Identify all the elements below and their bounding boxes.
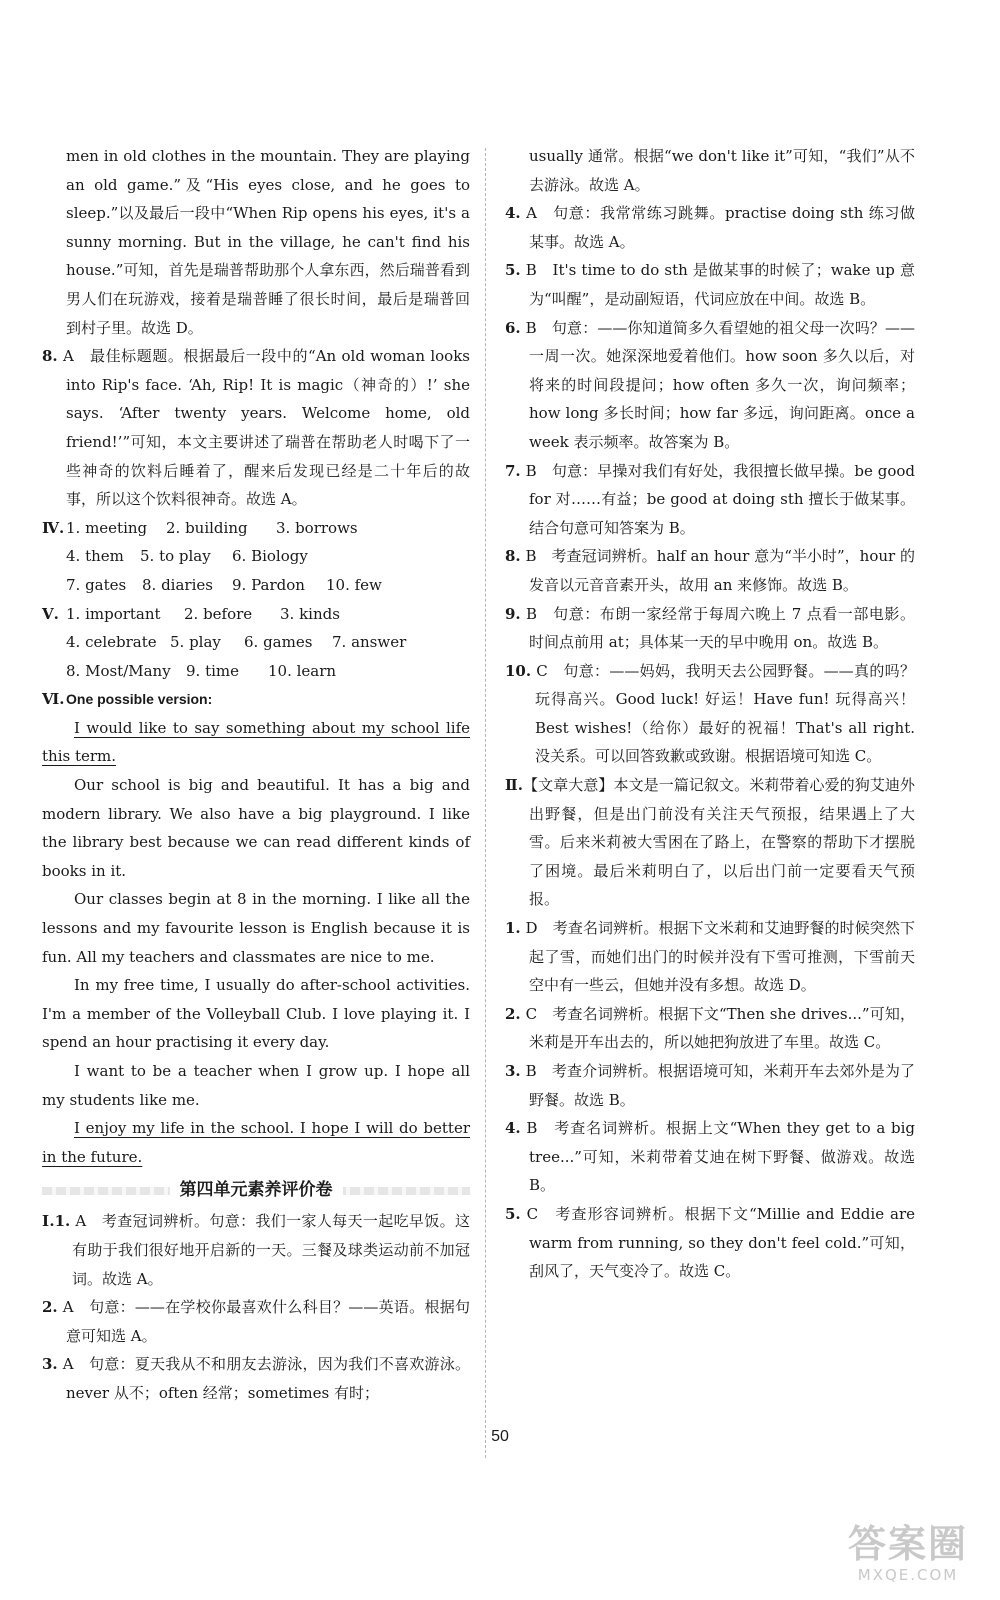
passage-summary: Ⅱ.【文章大意】本文是一篇记叙文。米莉带着心爱的狗艾迪外出野餐，但是出门前没有关注天气预报，结果遇上了大雪。后来米莉被大雪困在了路上，在警察的帮助下才摆脱了困境。最后米莉明白了，以后出门前一定要看天气预报。 bbox=[505, 776, 915, 909]
section-4-answers bbox=[42, 514, 470, 600]
page-number: 50 bbox=[491, 1428, 509, 1445]
answer-item-1: Ⅰ.1. A 考查冠词辨析。句意：我们一家人每天一起吃早饭。这有助于我们很好地开启新的一天。三餐及球类运动前不加冠词。故选 A。 bbox=[42, 1212, 470, 1288]
essay-paragraph: I want to be a teacher when I grow up. I hope all my students like me. bbox=[42, 1062, 470, 1109]
right-continuation: usually 通常。根据“we don't like it”可知，“我们”从不去游泳。故选 A。 bbox=[529, 147, 915, 194]
essay-paragraph: In my free time, I usually do after-school activities. I'm a member of the Volleyball Club. I love playing it. I spend an hour practising it every day. bbox=[42, 976, 470, 1052]
answer-row: 8. Most/Many 9. time 10. learn bbox=[66, 661, 337, 680]
answer-row: 7. gates 8. diaries 9. Pardon 10. few bbox=[66, 575, 382, 594]
section-6-heading: Ⅵ. One possible version: bbox=[42, 690, 213, 709]
answer-item-8: 8. A 最佳标题题。根据最后一段中的“An old woman looks into Rip's face. ‘Ah, Rip! It is magic（神奇的）!’ she says. ‘After twenty years. Welcome home, old friend!’”可知，本文主要讲述了瑞普在帮助老人时喝下了一些神奇的饮料后睡着了，醒来后发现已经是二十年后的故事，所以这个饮料很神奇。故选 A。 bbox=[42, 347, 470, 509]
left-column bbox=[42, 142, 470, 1408]
answer-item-5: 5. B It's time to do sth 是做某事的时候了；wake up 意为“叫醒”，是动副短语，代词应放在中间。故选 B。 bbox=[505, 261, 915, 308]
answer-item-ii-4: 4. B 考查名词辨析。根据上文“When they get to a big tree...”可知，米莉带着艾迪在树下野餐、做游戏。故选 B。 bbox=[505, 1119, 915, 1195]
answer-item-ii-2: 2. C 考查名词辨析。根据下文“Then she drives...”可知，米莉是开车出去的，所以她把狗放进了车里。故选 C。 bbox=[505, 1004, 915, 1052]
left-continuation: men in old clothes in the mountain. They are playing an old game.”及“His eyes close, and he goes to sleep.”以及最后一段中“When Rip opens his eyes, it's a sunny morning. But in the village, he can't find his house.”可知，首先是瑞普帮助那个人拿东西，然后瑞普看到男人们在玩游戏，接着是瑞普睡了很长时间，最后是瑞普回到村子里。故选 D。 bbox=[66, 147, 470, 337]
answer-item-7: 7. B 句意：早操对我们有好处，我很擅长做早操。be good for 对……有益；be good at doing sth 擅长于做某事。结合句意可知答案为 B。 bbox=[505, 461, 915, 537]
essay-intro: I would like to say something about my school life this term. bbox=[42, 718, 470, 766]
answer-item-ii-1: 1. D 考查名词辨析。根据下文米莉和艾迪野餐的时候突然下起了雪，而她们出门的时候并没有下雪可推测，下雪前天空中有一些云，但她并没有多想。故选 D。 bbox=[505, 919, 915, 995]
answer-item-9: 9. B 句意：布朗一家经常于每周六晚上 7 点看一部电影。时间点前用 at；具体某一天的早中晚用 on。故选 B。 bbox=[505, 604, 915, 652]
essay-conclusion: I enjoy my life in the school. I hope I will do better in the future. bbox=[42, 1119, 470, 1166]
answer-item-2: 2. A 句意：——在学校你最喜欢什么科目？——英语。根据句意可知选 A。 bbox=[42, 1298, 470, 1345]
answer-row: 4. them 5. to play 6. Biology bbox=[66, 547, 308, 566]
answer-item-ii-3: 3. B 考查介词辨析。根据语境可知，米莉开车去郊外是为了野餐。故选 B。 bbox=[505, 1062, 915, 1109]
answer-item-ii-5: 5. C 考查形容词辨析。根据下文“Millie and Eddie are warm from running, so they don't feel cold.”可知，刮风了，天气变冷了。故选 C。 bbox=[505, 1204, 915, 1281]
essay-paragraph: Our classes begin at 8 in the morning. I like all the lessons and my favourite lesson is English because it is fun. All my teachers and classmates are nice to me. bbox=[42, 890, 470, 966]
answer-row: Ⅴ. 1. important 2. before 3. kinds bbox=[42, 604, 340, 623]
right-column bbox=[505, 142, 915, 1286]
answer-row: Ⅳ. 1. meeting 2. building 3. borrows bbox=[42, 518, 358, 537]
answer-item-3: 3. A 句意：夏天我从不和朋友去游泳，因为我们不喜欢游泳。never 从不；often 经常；sometimes 有时； bbox=[42, 1355, 470, 1402]
section-5-answers bbox=[42, 600, 470, 686]
column-divider bbox=[485, 148, 486, 1458]
answer-item-6: 6. B 句意：——你知道简多久看望她的祖父母一次吗？——一周一次。她深深地爱着他们。how soon 多久以后，对将来的时间段提问；how often 多久一次，询问频率；how long 多长时间；how far 多远，询问距离。once a week 表示频率。故答案为 B。 bbox=[505, 318, 915, 451]
essay-paragraph: Our school is big and beautiful. It has a big and modern library. We also have a big playground. I like the library best because we can read different kinds of books in it. bbox=[42, 776, 470, 880]
answer-row: 4. celebrate 5. play 6. games 7. answer bbox=[66, 633, 407, 652]
answer-item-8: 8. B 考查冠词辨析。half an hour 意为“半小时”，hour 的发音以元音音素开头，故用 an 来修饰。故选 B。 bbox=[505, 547, 915, 594]
answer-item-10: 10. C 句意：——妈妈，我明天去公园野餐。——真的吗？玩得高兴。Good luck! 好运！Have fun! 玩得高兴！Best wishes!（给你）最好的祝福！That's all right. 没关系。可以回答致歉或致谢。根据语境可知选 C。 bbox=[505, 661, 915, 766]
unit-section-title: 第四单元素养评价卷 bbox=[42, 1175, 470, 1205]
watermark-logo: 答案圈 MXQE.COM bbox=[847, 1522, 968, 1584]
answer-item-4: 4. A 句意：我常常练习跳舞。practise doing sth 练习做某事。故选 A。 bbox=[505, 204, 915, 251]
